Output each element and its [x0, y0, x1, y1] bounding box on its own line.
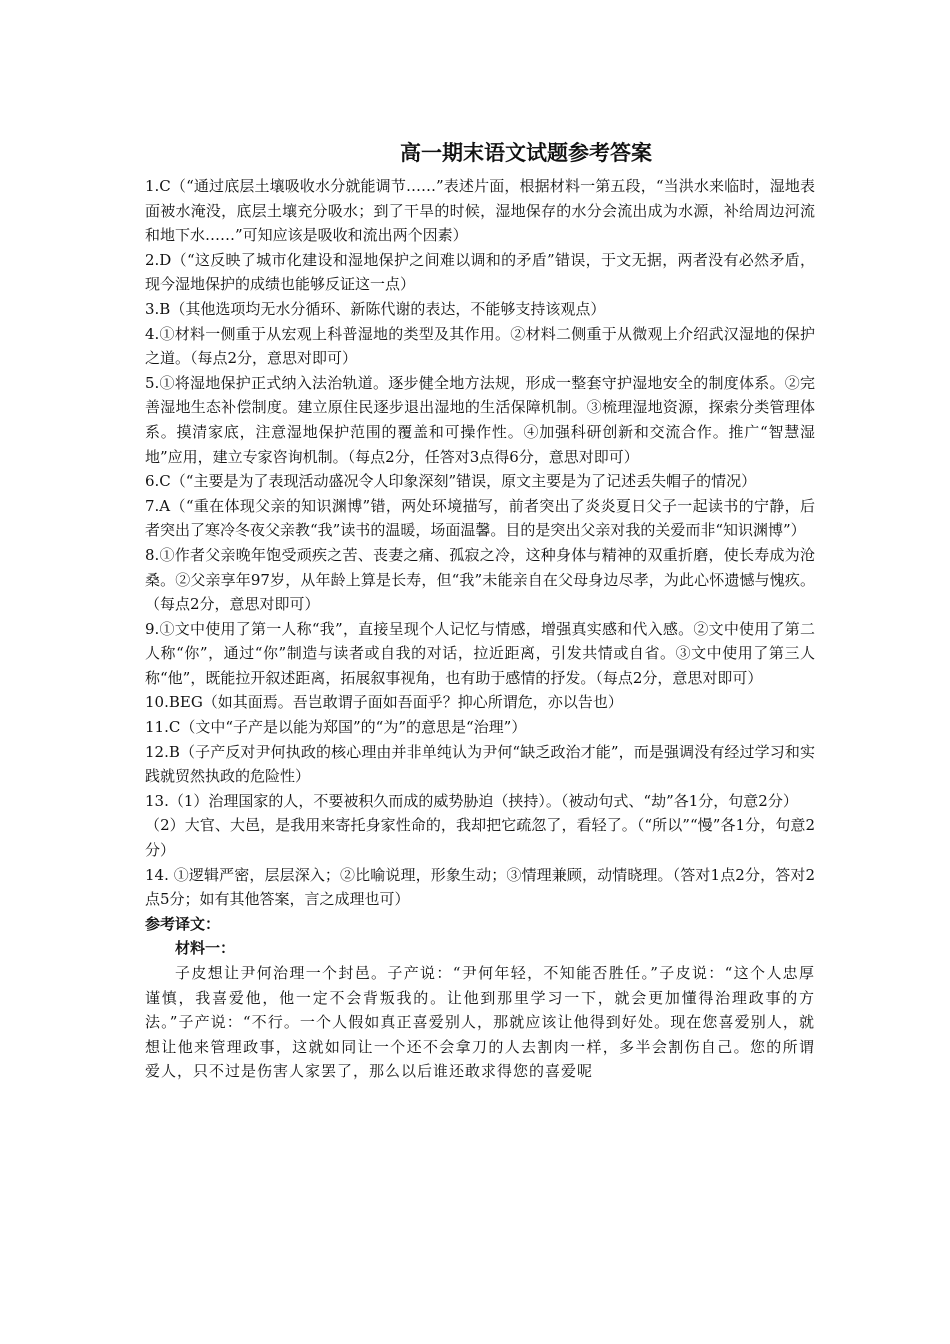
answer-item: 1.C（“通过底层土壤吸收水分就能调节……”表述片面，根据材料一第五段，“当洪水来临时，湿地表面被水淹没，底层土壤充分吸水；到了干旱的时候，湿地保存的水分会流出成为水源，补给周边河流和地下水……”可知应该是吸收和流出两个因素）: [145, 177, 815, 245]
answer-item: 14. ①逻辑严密，层层深入；②比喻说理，形象生动；③情理兼顾，动情晓理。（答对1点2分，答对2点5分；如有其他答案，言之成理也可）: [145, 865, 815, 909]
answer-item: 5.①将湿地保护正式纳入法治轨道。逐步健全地方法规，形成一整套守护湿地安全的制度体系。②完善湿地生态补偿制度。建立原住民逐步退出湿地的生活保障机制。③梳理湿地资源，探索分类管理体系。摸清家底，注意湿地保护范围的覆盖和可操作性。④加强科研创新和交流合作。推广“智慧湿地”应用，建立专家咨询机制。（每点2分，任答对3点得6分，意思对即可）: [145, 373, 815, 466]
translation-heading: 参考译文：: [145, 914, 221, 933]
answer-item: 3.B（其他选项均无水分循环、新陈代谢的表达，不能够支持该观点）: [145, 299, 606, 318]
answer-item: 12.B（子产反对尹何执政的核心理由并非单纯认为尹何“缺乏政治才能”，而是强调没有经过学习和实践就贸然执政的危险性）: [145, 742, 815, 786]
answer-item: 2.D（“这反映了城市化建设和湿地保护之间难以调和的矛盾”错误，于文无据，两者没有必然矛盾，现今湿地保护的成绩也能够反证这一点）: [145, 250, 815, 294]
answer-item: 7.A（“重在体现父亲的知识渊博”错，两处环境描写，前者突出了炎炎夏日父子一起读书的宁静，后者突出了寒冷冬夜父亲教“我”读书的温暖，场面温馨。目的是突出父亲对我的关爱而非“知识渊博”）: [145, 496, 815, 540]
answer-item: 4.①材料一侧重于从宏观上科普湿地的类型及其作用。②材料二侧重于从微观上介绍武汉湿地的保护之道。（每点2分，意思对即可）: [145, 324, 815, 368]
translation-paragraph: 子皮想让尹何治理一个封邑。子产说：“尹何年轻，不知能否胜任。”子皮说：“这个人忠厚谨慎，我喜爱他，他一定不会背叛我的。让他到那里学习一下，就会更加懂得治理政事的方法。”子产说：“不行。一个人假如真正喜爱别人，那就应该让他得到好处。现在您喜爱别人，就想让他来管理政事，这就如同让一个还不会拿刀的人去割肉一样，多半会割伤自己。您的所谓爱人，只不过是伤害人家罢了，那么以后谁还敢求得您的喜爱呢: [145, 964, 815, 1081]
answer-item: 6.C（“主要是为了表现活动盛况令人印象深刻”错误，原文主要是为了记述丢失帽子的情况）: [145, 472, 757, 491]
material-heading: 材料一：: [175, 939, 236, 958]
answer-item: 10.BEG（如其面焉。吾岂敢谓子面如吾面乎？抑心所谓危，亦以告也）: [145, 693, 623, 712]
document-page: [145, 138, 815, 1084]
answer-item: 8.①作者父亲晚年饱受顽疾之苦、丧妻之痛、孤寂之冷，这种身体与精神的双重折磨，使长寿成为沧桑。②父亲享年97岁，从年龄上算是长寿，但“我”未能亲自在父母身边尽孝，为此心怀遗憾与愧疚。（每点2分，意思对即可）: [145, 545, 815, 614]
answer-item: （2）大官、大邑，是我用来寄托身家性命的，我却把它疏忽了，看轻了。（“所以”“慢”各1分，句意2分）: [145, 816, 815, 860]
answer-item: 9.①文中使用了第一人称“我”，直接呈现个人记忆与情感，增强真实感和代入感。②文中使用了第二人称“你”，通过“你”制造与读者或自我的对话，拉近距离，引发共情或自省。③文中使用了第三人称“他”，既能拉开叙述距离，拓展叙事视角，也有助于感情的抒发。（每点2分，意思对即可）: [145, 619, 815, 687]
answer-item: 11.C（文中“子产是以能为郑国”的“为”的意思是“治理”）: [145, 718, 527, 737]
answer-item: 13.（1）治理国家的人，不要被积久而成的威势胁迫（挟持）。（被动句式、“劫”各1分，句意2分）: [145, 791, 798, 810]
page-title: 高一期末语文试题参考答案: [400, 141, 652, 165]
